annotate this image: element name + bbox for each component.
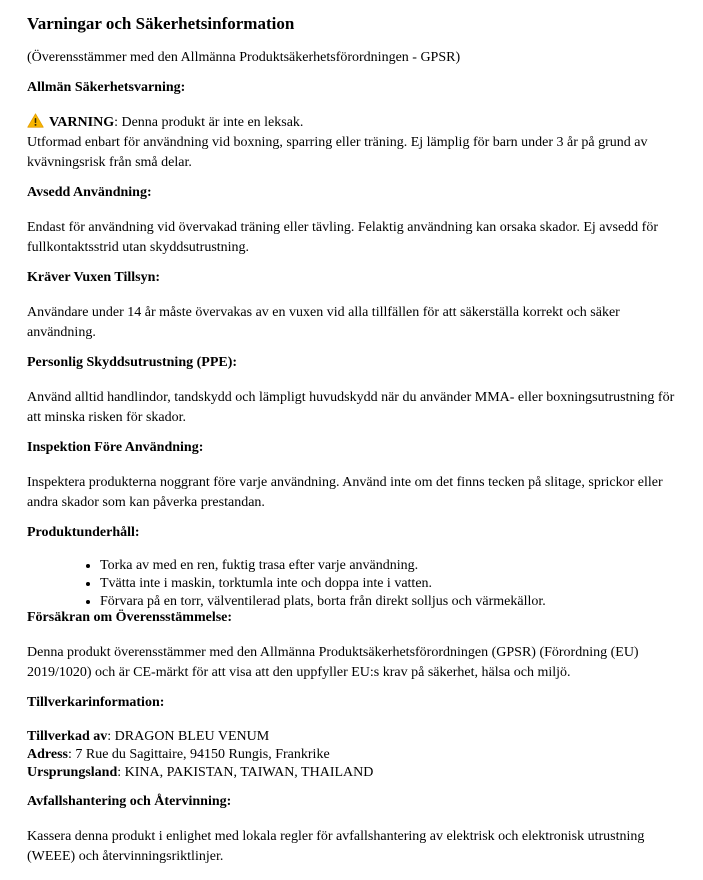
- list-item: • Tvätta inte i maskin, torktumla inte och doppa inte i vatten.: [100, 575, 683, 593]
- heading-disposal: Avfallshantering och Återvinning:: [27, 794, 232, 809]
- warning-label: VARNING: [49, 115, 115, 130]
- list-item: • Förvara på en torr, välventilerad plats, borta från direkt solljus och värmekällor.: [100, 593, 683, 611]
- warning-line: [27, 113, 683, 133]
- heading-adult-supervision: Kräver Vuxen Tillsyn:: [27, 270, 161, 285]
- disposal-body: Kassera denna produkt i enlighet med lokala regler för avfallshantering av elektrisk och elektronisk utrustning (WEEE) och återvinningsriktlinjer.: [27, 829, 645, 864]
- inspection-body: Inspektera produkterna noggrant före varje användning. Använd inte om det finns tecken på slitage, sprickor eller andra skador som kan påverka prestandan.: [27, 475, 663, 510]
- heading-ppe: Personlig Skyddsutrustning (PPE):: [27, 355, 238, 370]
- address-value: : 7 Rue du Sagittaire, 94150 Rungis, Frankrike: [67, 747, 330, 762]
- intended-use-body: Endast för användning vid övervakad träning eller tävling. Felaktig användning kan orsaka skador. Ej avsedd för fullkontaktsstrid utan skyddsutrustning.: [27, 220, 658, 255]
- conformity-body: Denna produkt överensstämmer med den Allmänna Produktsäkerhetsförordningen (GPSR) (Förordning (EU) 2019/1020) och är CE-märkt för att visa att den uppfyller EU:s krav på säkerhet, hälsa och miljö.: [27, 645, 639, 680]
- heading-manufacturer: Tillverkarinformation:: [27, 695, 165, 710]
- address-row: [27, 746, 683, 764]
- manufacturer-row: [27, 728, 683, 746]
- document-subtitle: (Överensstämmer med den Allmänna Produktsäkerhetsförordningen - GPSR): [27, 50, 461, 65]
- origin-value: : KINA, PAKISTAN, TAIWAN, THAILAND: [117, 765, 374, 780]
- origin-row: [27, 764, 683, 782]
- ppe-body: Använd alltid handlindor, tandskydd och lämpligt huvudskydd när du använder MMA- eller boxningsutrustning för att minska risken för skador.: [27, 390, 675, 425]
- page-title: Varningar och Säkerhetsinformation: [27, 14, 295, 33]
- adult-supervision-body: Användare under 14 år måste övervakas av en vuxen vid alla tillfällen för att säkerställa korrekt och säker användning.: [27, 305, 620, 340]
- heading-maintenance: Produktunderhåll:: [27, 525, 140, 540]
- manufacturer-info: [27, 728, 683, 782]
- heading-conformity: Försäkran om Överensstämmelse:: [27, 610, 233, 625]
- heading-inspection: Inspektion Före Användning:: [27, 440, 204, 455]
- manufacturer-value: : DRAGON BLEU VENUM: [107, 729, 270, 744]
- manufacturer-label: Tillverkad av: [27, 729, 108, 744]
- list-item: • Torka av med en ren, fuktig trasa efter varje användning.: [100, 557, 683, 575]
- warning-body: Utformad enbart för användning vid boxning, sparring eller träning. Ej lämplig för barn under 3 år på grund av kvävningsrisk från små delar.: [27, 135, 648, 170]
- warning-triangle-icon: [27, 113, 44, 128]
- maintenance-list: [27, 557, 683, 611]
- heading-intended-use: Avsedd Användning:: [27, 185, 152, 200]
- origin-label: Ursprungsland: [27, 765, 118, 780]
- warning-label-suffix: : Denna produkt är inte en leksak.: [114, 115, 304, 130]
- address-label: Adress: [27, 747, 68, 762]
- heading-general-safety-warning: Allmän Säkerhetsvarning:: [27, 80, 186, 95]
